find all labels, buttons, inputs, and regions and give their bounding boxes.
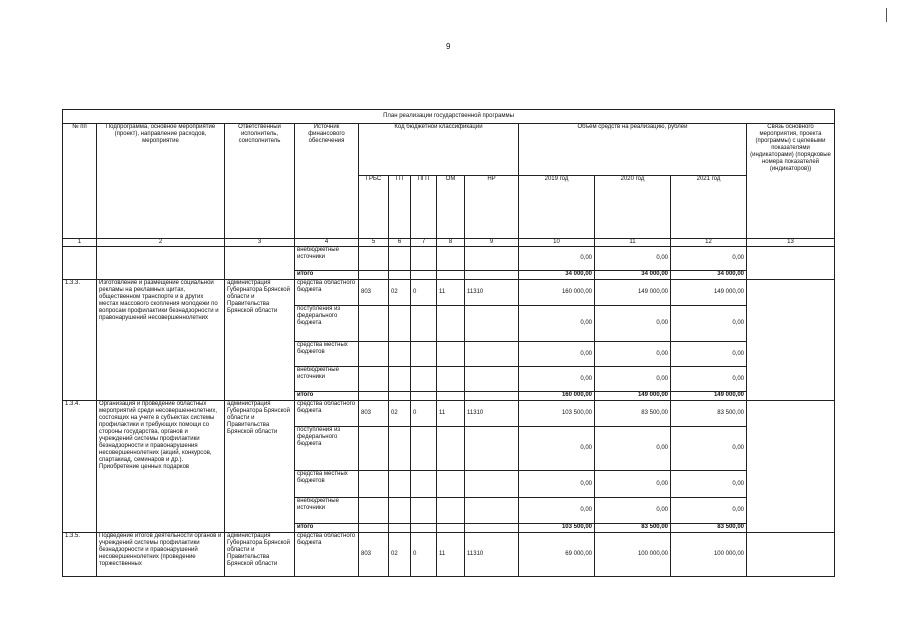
amount-cell: 0,00 [671,471,747,498]
amount-cell: 0,00 [519,247,595,271]
amount-cell: 0,00 [519,306,595,342]
nr-cell: 11310 [465,401,519,427]
om-cell: 11 [437,401,465,427]
grbs-cell: 803 [359,533,389,577]
amount-cell: 0,00 [671,367,747,392]
amount-cell: 0,00 [595,342,671,367]
source-cell: средства местных бюджетов [295,471,359,498]
column-number: 6 [389,239,411,247]
header-2020: 2020 год [595,176,671,239]
gp-cell: 02 [389,533,411,577]
total-cell: 103 500,00 [519,524,595,533]
measure-name: Изготовление и размещение социальной рекламы на рекламных щитах, общественном транспорте и в других местах массового скопления молодежи по вопросам профилактики безнадзорности и правонарушений несовершеннолетних [97,280,225,401]
amount-cell: 0,00 [519,498,595,524]
column-number: 3 [225,239,295,247]
header-name: Подпрограмма, основное мероприятие (проект), направление расходов, мероприятие [97,124,225,239]
column-number: 8 [437,239,465,247]
amount-cell: 100 000,00 [595,533,671,577]
header-num: № пп [63,124,97,239]
total-cell: 83 500,00 [595,524,671,533]
total-cell: 160 000,00 [519,392,595,401]
header-2019: 2019 год [519,176,595,239]
header-om: ОМ [437,176,465,239]
header-2021: 2021 год [671,176,747,239]
amount-cell: 0,00 [595,471,671,498]
total-cell: 34 000,00 [595,271,671,280]
amount-cell: 0,00 [595,498,671,524]
source-cell: внебюджетные источники [295,247,359,271]
amount-cell: 149 000,00 [595,280,671,306]
amount-cell: 160 000,00 [519,280,595,306]
measure-name: Подведение итогов деятельности органов и учреждений системы профилактики безнадзорности и правонарушений несовершеннолетних (проведение торжественных [97,533,225,577]
gp-cell: 02 [389,401,411,427]
amount-cell: 83 500,00 [595,401,671,427]
amount-cell: 0,00 [595,427,671,471]
source-cell: итого [295,524,359,533]
source-cell: поступления из федерального бюджета [295,306,359,342]
source-cell: средства областного бюджета [295,401,359,427]
gp-cell: 02 [389,280,411,306]
source-cell: средства областного бюджета [295,280,359,306]
measure-number: 1.3.5. [63,533,97,577]
total-cell: 34 000,00 [671,271,747,280]
column-number: 11 [595,239,671,247]
grbs-cell: 803 [359,401,389,427]
table-row [63,401,835,427]
amount-cell: 0,00 [519,342,595,367]
total-cell: 149 000,00 [671,392,747,401]
header-grbs: ГРБС [359,176,389,239]
source-cell: внебюджетные источники [295,367,359,392]
column-number: 9 [465,239,519,247]
source-cell: средства местных бюджетов [295,342,359,367]
measure-executor: администрация Губернатора Брянской области и Правительства Брянской области [225,533,295,577]
pgp-cell: 0 [411,280,437,306]
header-link: Связь основного мероприятия, проекта (программы) с целевыми показателями (индикаторами) (порядковые номера показателей (индикаторов)) [747,124,835,239]
scan-mark [886,8,887,22]
source-cell: итого [295,392,359,401]
source-cell: итого [295,271,359,280]
program-plan-table [62,109,835,577]
measure-name: Организация и проведение областных мероприятий среди несовершеннолетних, состоящих на учете в субъектах системы профилактики и требующих помощи со стороны государства, органов и учреждений системы профилактики безнадзорности и правонарушения несовершеннолетних (акций, конкурсов, спартакиад, семинаров и др.). Приобретение ценных подарков [97,401,225,533]
column-number: 10 [519,239,595,247]
column-number: 7 [411,239,437,247]
amount-cell: 0,00 [519,427,595,471]
amount-cell: 103 500,00 [519,401,595,427]
amount-cell: 0,00 [595,247,671,271]
amount-cell: 0,00 [595,367,671,392]
pgp-cell: 0 [411,401,437,427]
source-cell: внебюджетные источники [295,498,359,524]
amount-cell: 0,00 [595,306,671,342]
header-kbk: Код бюджетной классификации [359,124,519,176]
column-number-row [63,239,835,247]
amount-cell: 0,00 [671,306,747,342]
table-row [63,533,835,577]
column-number: 2 [97,239,225,247]
total-cell: 34 000,00 [519,271,595,280]
measure-number: 1.3.3. [63,280,97,401]
pgp-cell: 0 [411,533,437,577]
measure-executor: администрация Губернатора Брянской области и Правительства Брянской области [225,401,295,533]
table-row [63,247,835,271]
grbs-cell: 803 [359,280,389,306]
amount-cell: 83 500,00 [671,401,747,427]
amount-cell: 0,00 [671,247,747,271]
source-cell: средства областного бюджета [295,533,359,577]
amount-cell: 0,00 [519,367,595,392]
header-executor: Ответственный исполнитель, соисполнитель [225,124,295,239]
header-source: Источник финансового обеспечения [295,124,359,239]
column-number: 4 [295,239,359,247]
source-cell: поступления из федерального бюджета [295,427,359,471]
amount-cell: 69 000,00 [519,533,595,577]
measure-number: 1.3.4. [63,401,97,533]
nr-cell: 11310 [465,533,519,577]
page-number: 9 [446,42,451,51]
amount-cell: 0,00 [671,342,747,367]
column-number: 13 [747,239,835,247]
header-volume: Объём средств на реализацию, рублей [519,124,747,176]
amount-cell: 100 000,00 [671,533,747,577]
header-gp: ГП [389,176,411,239]
amount-cell: 0,00 [519,471,595,498]
om-cell: 11 [437,280,465,306]
column-number: 1 [63,239,97,247]
total-cell: 83 500,00 [671,524,747,533]
table-title: План реализации государственной программы [63,110,835,124]
column-number: 12 [671,239,747,247]
table-row [63,280,835,306]
amount-cell: 0,00 [671,427,747,471]
amount-cell: 0,00 [671,498,747,524]
measure-executor: администрация Губернатора Брянской области и Правительства Брянской области [225,280,295,401]
nr-cell: 11310 [465,280,519,306]
header-pgp: ПГП [411,176,437,239]
column-number: 5 [359,239,389,247]
amount-cell: 149 000,00 [671,280,747,306]
total-cell: 149 000,00 [595,392,671,401]
header-nr: НР [465,176,519,239]
om-cell: 11 [437,533,465,577]
